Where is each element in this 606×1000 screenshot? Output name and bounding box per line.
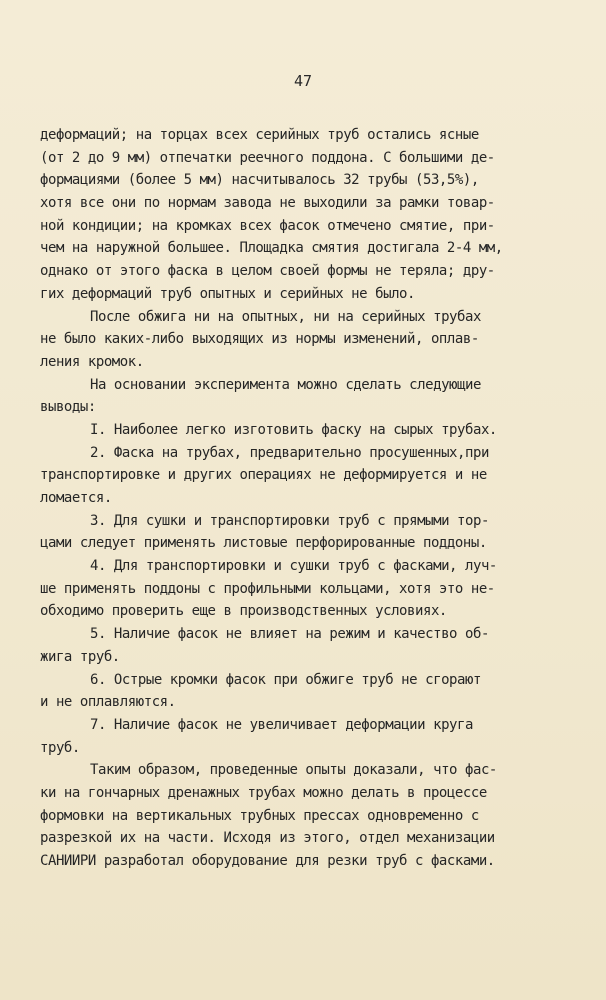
text-line: 6. Острые кромки фасок при обжиге труб не сгорают <box>90 671 481 688</box>
text-line: труб. <box>40 739 80 756</box>
text-line: ной кондиции; на кромках всех фасок отмечено смятие, при- <box>40 217 495 234</box>
text-line: ше применять поддоны с профильными кольцами, хотя это не- <box>40 580 495 597</box>
text-line: На основании эксперимента можно сделать следующие <box>90 376 481 393</box>
text-line: не было каких-либо выходящих из нормы изменений, оплав- <box>40 331 479 348</box>
text-line: выводы: <box>40 399 96 416</box>
text-line: формациями (более 5 мм) насчитывалось 32 трубы (53,5%), <box>40 172 479 189</box>
text-line: жига труб. <box>40 648 120 665</box>
text-line: После обжига ни на опытных, ни на серийных трубах <box>90 308 481 325</box>
text-line: обходимо проверить еще в производственных условиях. <box>40 603 447 620</box>
text-line: гих деформаций труб опытных и серийных не было. <box>40 285 415 302</box>
text-line: ломается. <box>40 490 112 506</box>
text-line: деформаций; на торцах всех серийных труб остались ясные <box>40 127 479 143</box>
text-line: Таким образом, проведенные опыты доказали, что фас- <box>90 762 497 779</box>
text-line: 7. Наличие фасок не увеличивает деформации круга <box>90 716 473 733</box>
text-line: САНИИРИ разработал оборудование для резки труб с фасками. <box>40 853 495 869</box>
text-line: 3. Для сушки и транспортировки труб с прямыми тор- <box>90 512 489 529</box>
text-line: (от 2 до 9 мм) отпечатки реечного поддона. С большими де- <box>40 149 495 166</box>
text-line: однако от этого фаска в целом своей формы не теряла; дру- <box>40 263 495 280</box>
text-line: I. Наиболее легко изготовить фаску на сырых трубах. <box>90 421 497 438</box>
text-line: ки на гончарных дренажных трубах можно делать в процессе <box>40 784 487 801</box>
text-line: формовки на вертикальных трубных прессах одновременно с <box>40 807 479 824</box>
text-line: транспортировке и других операциях не деформируется и не <box>40 467 487 484</box>
text-line: ления кромок. <box>40 353 144 370</box>
text-line: цами следует применять листовые перфорированные поддоны. <box>40 535 487 552</box>
text-line: 4. Для транспортировки и сушки труб с фасками, луч- <box>90 558 497 575</box>
text-line: чем на наружной большее. Площадка смятия достигала 2-4 мм, <box>40 240 503 257</box>
body-text <box>40 124 550 873</box>
text-line: хотя все они по нормам завода не выходили за рамки товар- <box>40 195 495 212</box>
text-line: разрезкой их на части. Исходя из этого, отдел механизации <box>40 830 495 847</box>
text-line: 5. Наличие фасок не влияет на режим и качество об- <box>90 626 489 643</box>
text-line: и не оплавляются. <box>40 694 176 711</box>
page-number: 47 <box>293 72 313 90</box>
text-line: 2. Фаска на трубах, предварительно просушенных,при <box>90 444 489 461</box>
